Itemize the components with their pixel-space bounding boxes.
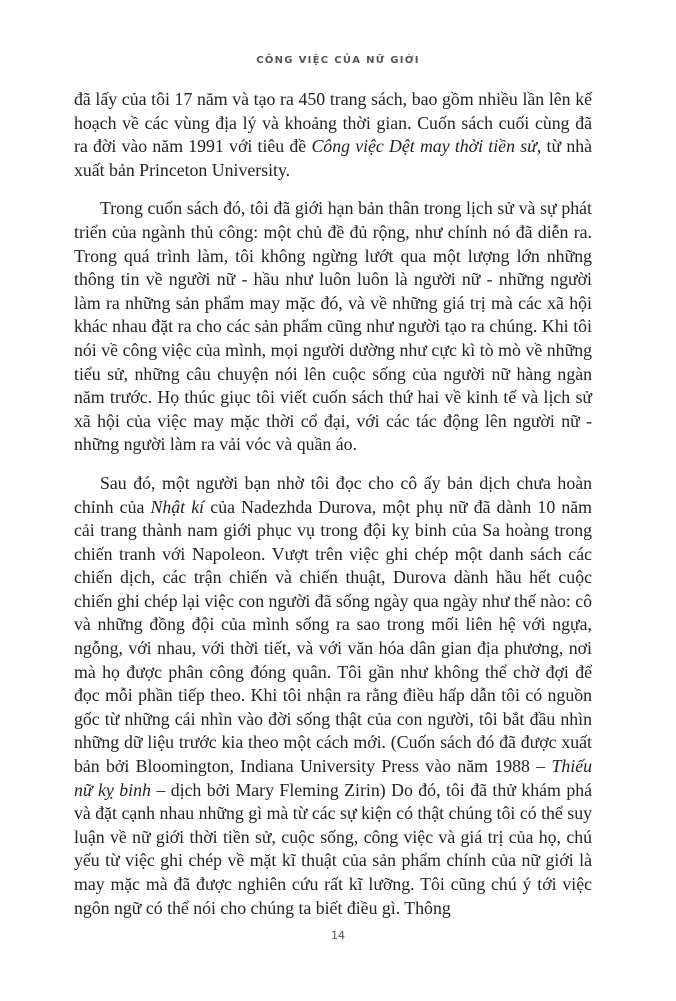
page-number: 14 — [331, 929, 345, 942]
paragraph-1-text-b: , từ nhà xuất bản Princeton University. — [74, 136, 592, 180]
book-title-cavalry-maiden: Thiếu nữ kỵ binh — [74, 756, 592, 800]
paragraph-1 — [74, 88, 592, 182]
paragraph-2: Trong cuốn sách đó, tôi đã giới hạn bản thân trong lịch sử và sự phát triển của ngành thủ công: một chủ đề đủ rộng, như chính nó đã diễn ra. Trong quá trình làm, tôi không ngừng lướt qua một lượng lớn những thông tin về người nữ - hầu như luôn luôn là người nữ - những người làm ra những sản phẩm may mặc đó, và về những giá trị mà các xã hội khác nhau đặt ra cho các sản phẩm cũng như người tạo ra chúng. Khi tôi nói về công việc của mình, mọi người dường như cực kì tò mò về những tiểu sử, những câu chuyện nói lên cuộc sống của người nữ hàng ngàn năm trước. Họ thúc giục tôi viết cuốn sách thứ hai về kinh tế và lịch sử xã hội của việc may mặc thời cổ đại, với các tác động lên người nữ - những người làm ra vải vóc và quần áo. — [74, 198, 592, 455]
paragraph-1-text-a: đã lấy của tôi 17 năm và tạo ra 450 trang sách, bao gồm nhiều lần lên kế hoạch về các vùng địa lý và khoảng thời gian. Cuốn sách cuối cùng đã ra đời vào năm 1991 với tiêu đề — [74, 89, 592, 157]
book-title-prehistoric-textiles: Công việc Dệt may thời tiền sử — [311, 136, 537, 157]
book-title-diary: Nhật kí — [150, 496, 205, 517]
running-header: CÔNG VIỆC CỦA NỮ GIỚI — [256, 55, 420, 66]
paragraph-3 — [74, 472, 592, 920]
body-text — [74, 88, 592, 935]
paragraph-3-text-b: của Nadezhda Durova, một phụ nữ đã dành 10 năm cải trang thành nam giới phục vụ trong đội kỵ binh của Sa hoàng trong chiến tranh với Napoleon. Vượt trên việc ghi chép một danh sách các chiến dịch, các trận chiến và chiến thuật, Durova dành hầu hết cuộc chiến ghi chép lại việc con người đã sống ngày qua ngày như thế nào: cô và những đồng đội của mình sống ra sao trong mối liên hệ với ngựa, ngỗng, với nhau, với thời tiết, và với văn hóa dân gian địa phương, nơi mà họ được phân công đóng quân. Tôi gần như không thể chờ đợi để đọc mỗi phần tiếp theo. Khi tôi nhận ra rằng điều hấp dẫn tôi có nguồn gốc từ những cái nhìn vào đời sống thật của con người, tôi bắt đầu nhìn những dữ liệu trước kia theo một cách mới. (Cuốn sách đó đã được xuất bản bởi Bloomington, Indiana University Press vào năm 1988 – — [74, 496, 593, 777]
paragraph-3-text-c: – dịch bởi Mary Fleming Zirin) Do đó, tôi đã thử khám phá và đặt cạnh nhau những gì mà từ các sự kiện có thật chúng tôi có thể suy luận về nữ giới thời tiền sử, cuộc sống, công việc và giá trị của họ, chú yếu từ việc ghi chép về mặt kĩ thuật của sản phẩm chính của nữ giới là may mặc mà đã được nghiên cứu rất kĩ lưỡng. Tôi cũng chú ý tới việc ngôn ngữ có thể nói cho chúng ta biết điều gì. Thông — [74, 779, 592, 918]
paragraph-3-text-a: Sau đó, một người bạn nhờ tôi đọc cho cô ấy bản dịch chưa hoàn chỉnh của — [74, 472, 592, 517]
